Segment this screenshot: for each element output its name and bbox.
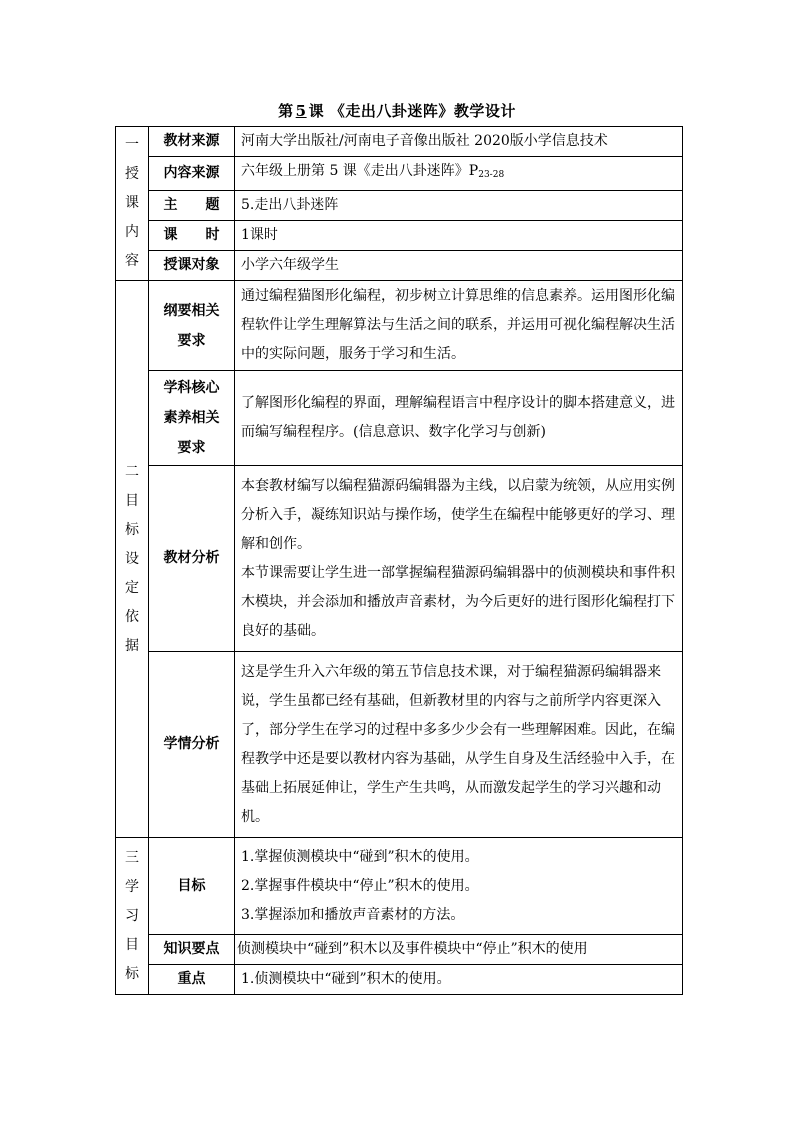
paragraph: 本套教材编写以编程猫源码编辑器为主线，以启蒙为统领，从应用实例分析入手，凝练知识站与操作场，使学生在编程中能够更好的学习、理解和创作。 bbox=[241, 477, 675, 552]
row-label: 授课对象 bbox=[149, 251, 235, 281]
table-row bbox=[116, 191, 683, 221]
paragraph: 1.侦测模块中“碰到”积木的使用。 bbox=[241, 971, 451, 987]
row-value bbox=[235, 838, 683, 935]
table-row bbox=[116, 251, 683, 281]
section-heading-char: 目 bbox=[125, 936, 139, 953]
table-row bbox=[116, 127, 683, 157]
row-value: 小学六年级学生 bbox=[235, 251, 683, 281]
row-label: 教材分析 bbox=[149, 466, 235, 652]
title-suffix: 课 《走出八卦迷阵》教学设计 bbox=[308, 102, 516, 120]
row-value: 5.走出八卦迷阵 bbox=[235, 191, 683, 221]
row-label: 课 时 bbox=[149, 221, 235, 251]
paragraph: 本节课需要让学生进一部掌握编程猫源码编辑器中的侦测模块和事件积木模块，并会添加和播放声音素材，为今后更好的进行图形化编程打下良好的基础。 bbox=[241, 564, 675, 639]
page-range: 23-28 bbox=[478, 170, 505, 180]
section-heading-char: 目 bbox=[125, 492, 139, 509]
title-prefix: 第 bbox=[278, 102, 294, 120]
row-label: 目标 bbox=[149, 838, 235, 935]
section-heading-char: 习 bbox=[125, 907, 139, 924]
table-row bbox=[116, 466, 683, 652]
section3-heading bbox=[116, 838, 149, 995]
row-label: 内容来源 bbox=[149, 157, 235, 191]
table-row bbox=[116, 838, 683, 935]
section-heading-char: 一 bbox=[125, 137, 139, 153]
row-label: 教材来源 bbox=[149, 127, 235, 157]
row-value bbox=[235, 281, 683, 371]
paragraph: 这是学生升入六年级的第五节信息技术课，对于编程猫源码编辑器来说，学生虽都已经有基础，但新教材里的内容与之前所学内容更深入了，部分学生在学习的过程中多多少少会有一些理解困难。因此，在编程教学中还是要以教材内容为基础，从学生自身及生活经验中入手，在基础上拓展延伸让，学生产生共鸣，从而激发起学生的学习兴趣和动机。 bbox=[241, 663, 675, 825]
section-heading-char: 内 bbox=[125, 224, 139, 240]
section-heading-char: 定 bbox=[125, 579, 139, 596]
section-heading-char: 据 bbox=[125, 637, 139, 654]
row-value bbox=[235, 652, 683, 838]
paragraph: 通过编程猫图形化编程，初步树立计算思维的信息素养。运用图形化编程软件让学生理解算法与生活之间的联系，并运用可视化编程解决生活中的实际问题，服务于学习和生活。 bbox=[241, 288, 675, 362]
paragraph: 1.掌握侦测模块中“碰到”积木的使用。 bbox=[241, 848, 479, 865]
section-heading-char: 标 bbox=[125, 521, 139, 538]
section2-heading bbox=[116, 281, 149, 838]
section-heading-char: 标 bbox=[125, 965, 139, 982]
row-value bbox=[235, 466, 683, 652]
content-source-text: 六年级上册第 5 课《走出八卦迷阵》P bbox=[241, 163, 479, 179]
row-value bbox=[235, 965, 683, 995]
row-label: 知识要点 bbox=[149, 935, 235, 965]
row-label: 重点 bbox=[149, 965, 235, 995]
row-value: 1课时 bbox=[235, 221, 683, 251]
paragraph: 2.掌握事件模块中“停止”积木的使用。 bbox=[241, 877, 479, 894]
row-value bbox=[235, 371, 683, 466]
row-value bbox=[235, 935, 683, 965]
table-row bbox=[116, 935, 683, 965]
row-label: 学情分析 bbox=[149, 652, 235, 838]
table-row bbox=[116, 371, 683, 466]
paragraph: 了解图形化编程的界面，理解编程语言中程序设计的脚本搭建意义，进而编写编程程序。(信息意识、数字化学习与创新) bbox=[241, 395, 675, 440]
lesson-plan-table bbox=[115, 126, 683, 995]
row-value bbox=[235, 157, 683, 191]
section1-heading bbox=[116, 127, 149, 281]
section-heading-char: 三 bbox=[125, 849, 139, 866]
document-title bbox=[0, 100, 794, 121]
row-label: 学科核心素养相关要求 bbox=[149, 371, 235, 466]
table-row bbox=[116, 221, 683, 251]
section-heading-char: 学 bbox=[125, 878, 139, 895]
row-label: 主 题 bbox=[149, 191, 235, 221]
section-heading-char: 二 bbox=[125, 463, 139, 480]
section-heading-char: 设 bbox=[125, 550, 139, 567]
row-label: 纲要相关要求 bbox=[149, 281, 235, 371]
section-heading-char: 依 bbox=[125, 608, 139, 625]
table-row bbox=[116, 157, 683, 191]
paragraph: 3.掌握添加和播放声音素材的方法。 bbox=[241, 906, 465, 923]
lesson-number: 5 bbox=[295, 102, 307, 120]
paragraph: 侦测模块中“碰到”积木以及事件模块中“停止”积木的使用 bbox=[237, 941, 588, 957]
table-row bbox=[116, 652, 683, 838]
section-heading-char: 课 bbox=[125, 195, 139, 211]
section-heading-char: 容 bbox=[125, 253, 139, 269]
section-heading-char: 授 bbox=[125, 166, 139, 182]
table-row bbox=[116, 281, 683, 371]
table-row bbox=[116, 965, 683, 995]
row-value: 河南大学出版社/河南电子音像出版社 2020版小学信息技术 bbox=[235, 127, 683, 157]
